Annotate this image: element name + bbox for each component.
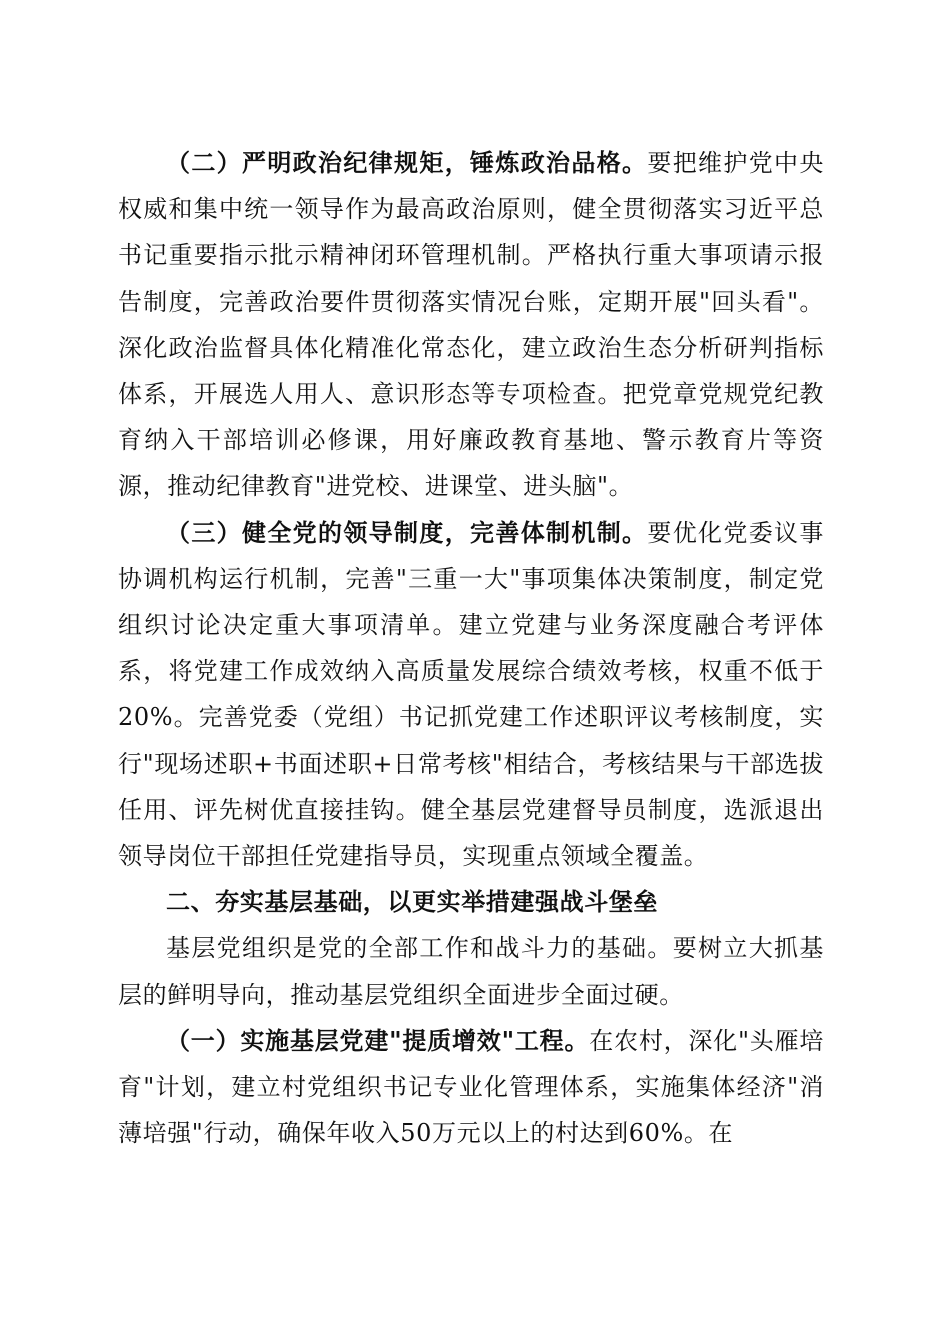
paragraph-text: 要优化党委议事协调机构运行机制，完善"三重一大"事项集体决策制度，制定党组织讨论决定重大事项清单。建立党建与业务深度融合考评体系，将党建工作成效纳入高质量发展综合绩效考核，权重不低于20%。完善党委（党组）书记抓党建工作述职评议考核制度，实行"现场述职+书面述职+日常考核"相结合，考核结果与干部选拔任用、评先树优直接挂钩。健全基层党建督导员制度，选派退出领导岗位干部担任党建指导员，实现重点领域全覆盖。 (118, 518, 824, 871)
paragraph-text: 在农村，深化"头雁培育"计划，建立村党组织书记专业化管理体系，实施集体经济"消薄培强"行动，确保年收入50万元以上的村达到60%。在 (118, 1026, 824, 1148)
paragraph-lead: （三）健全党的领导制度，完善体制机制。 (166, 517, 648, 547)
paragraph-leadership-system (118, 510, 824, 880)
paragraph-lead: （二）严明政治纪律规矩，锤炼政治品格。 (166, 148, 648, 177)
paragraph-text: 要把维护党中央权威和集中统一领导作为最高政治原则，健全贯彻落实习近平总书记重要指示批示精神闭环管理机制。严格执行重大事项请示报告制度，完善政治要件贯彻落实情况台账，定期开展"回头看"。深化政治监督具体化精准化常态化，建立政治生态分析研判指标体系，开展选人用人、意识形态等专项检查。把党章党规党纪教育纳入干部培训必修课，用好廉政教育基地、警示教育片等资源，推动纪律教育"进党校、进课堂、进头脑"。 (118, 149, 824, 501)
paragraph-grassroots-project (118, 1018, 824, 1157)
paragraph-lead: （一）实施基层党建"提质增效"工程。 (166, 1025, 590, 1055)
document-body (118, 140, 824, 1156)
section-heading: 二、夯实基层基础，以更实举措建强战斗堡垒 (166, 888, 658, 917)
paragraph-political-discipline (118, 140, 824, 510)
paragraph-intro: 基层党组织是党的全部工作和战斗力的基础。要树立大抓基层的鲜明导向，推动基层党组织全面进步全面过硬。 (118, 934, 824, 1009)
